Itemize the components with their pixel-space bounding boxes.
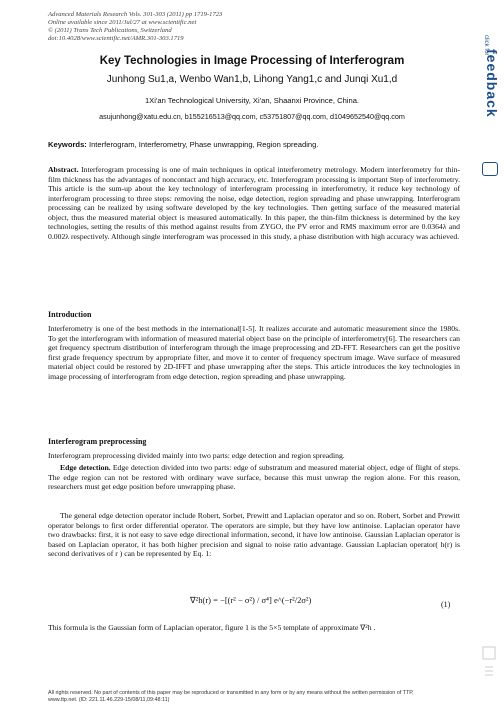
keywords-label: Keywords: — [48, 140, 87, 149]
feedback-label: feedback — [484, 49, 500, 118]
header-line-3: © (2011) Trans Tech Publications, Switzerland — [48, 27, 172, 34]
edge-detection-label: Edge detection. — [60, 463, 111, 472]
footer-line-2: www.ttp.net. (ID: 221.11.46.229-15/08/11,09:48:11) — [48, 696, 170, 703]
keywords-text: Interferogram, Interferometry, Phase unwrapping, Region spreading. — [88, 140, 319, 149]
header-line-4: doi:10.4028/www.scientific.net/AMR.301-303.1719 — [48, 35, 184, 42]
header-line-1: Advanced Materials Research Vols. 301-303 (2011) pp 1719-1723 — [48, 11, 223, 18]
edge-detection-text: Edge detection divided into two parts: edge of substratum and measured material object, edge of flight of steps. The edge region can not be restored with ordinary wave surface, because this must unwrap the region alone. For this reason, researchers must get edge position before unwrapping phase. — [48, 463, 460, 492]
intro-heading: Introduction — [48, 310, 92, 319]
prep-p2 — [48, 463, 460, 492]
abstract-text: Interferogram processing is one of main techniques in optical interferometry metrology. Modern interferometry for thin-film thickness has the advantages of noncontact and high accuracy, etc. Interferogram processing is important Step of interferometry. This article is the sum-up about the key technology of interferogram processing in interferometry, it reduce key technology of interferogram processing to three steps: removing the noise, edge detection, region spreading and phase unwrapping. Interferogram processing can be realized by using software developed by the key technologies. Then getting surface of the measured material object, thus the measured material object is measured automatically. In this paper, the thin-film thickness is determined by the key technologies, setting the results of this method against results from ZYGO, the PV error and RMS maximum error are 0.0364λ and 0.002λ respectively. Although single interferogram was processed in this study, a phase distribution with high accuracy was achieved. — [48, 165, 461, 241]
prep-p3: The general edge detection operator include Robert, Sorbet, Prewitt and Laplacian operator and so on. Robert, Sorbet and Prewitt operator belongs to first order differential operator. The operators are simple, but they have low antinoise. Laplacian operator have two drawbacks: first, it is not easy to save edge directional information, second, it have low antinoise. Gaussian Laplacian operator is based on Laplacian operator, it has both higher precision and signal to noise ratio advantage. Gaussian Laplacian operator( h(r) is second derivatives of r ) can be represented by Eq. 1: — [48, 511, 460, 559]
journal-header — [48, 11, 222, 43]
equation-1: ∇²h(r) = −[(r² − σ²) / σ⁴] e^(−r²/2σ²) — [190, 595, 312, 605]
prep-p4: This formula is the Gaussian form of Laplacian operator, figure 1 is the 5×5 template of approximate ∇²h . — [48, 623, 376, 632]
affiliation: 1Xi'an Technological University, Xi'an, Shaanxi Province, China. — [144, 96, 360, 105]
paper-title: Key Technologies in Image Processing of Interferogram — [99, 55, 405, 67]
feedback-icon[interactable] — [482, 162, 498, 176]
click-for-label: click for — [483, 35, 489, 56]
prep-p1: Interferogram preprocessing divided mainly into two parts: edge detection and region spreading. — [48, 451, 345, 460]
abstract — [48, 165, 460, 241]
prep-heading: Interferogram preprocessing — [48, 437, 147, 446]
keywords — [48, 140, 460, 149]
equation-number: (1) — [441, 600, 451, 609]
abstract-label: Abstract. — [48, 165, 79, 174]
feedback-tab[interactable] — [476, 35, 498, 155]
intro-text: Interferometry is one of the best methods in the international[1-5]. It realizes accurate and automatic measurement since the 1980s. To get the interferogram with information of measured material object base on the principle of interferometry[6]. The researchers can get frequency spectrum distribution of interferogram through the image preprocessing and 2D-FFT. Researchers can get the positive first grade frequency spectrum by appropriate filter, and move it to center of frequency spectrum image. Wave surface of measured material object could be restored by 2D-IFFT and phase unwrapping after the steps. This article introduces the key technologies in image processing of interferogram from edge detection, region spreading and phase unwrapping. — [48, 324, 460, 381]
footer-line-1: All rights reserved. No part of contents of this paper may be reproduced or transmitted in any form or by any means without the written permission of TTP, — [48, 690, 414, 696]
author-emails[interactable]: asujunhong@xatu.edu.cn, b155216513@qq.com, c53751807@qq.com, d1049652540@qq.com — [99, 112, 405, 121]
header-line-2[interactable]: Online available since 2011/Jul/27 at www.scientific.net — [48, 19, 197, 26]
authors: Junhong Su1,a, Wenbo Wan1,b, Lihong Yang1,c and Junqi Xu1,d — [106, 74, 398, 85]
copyright-footer — [48, 690, 414, 703]
publisher-logo-icon — [480, 645, 498, 685]
